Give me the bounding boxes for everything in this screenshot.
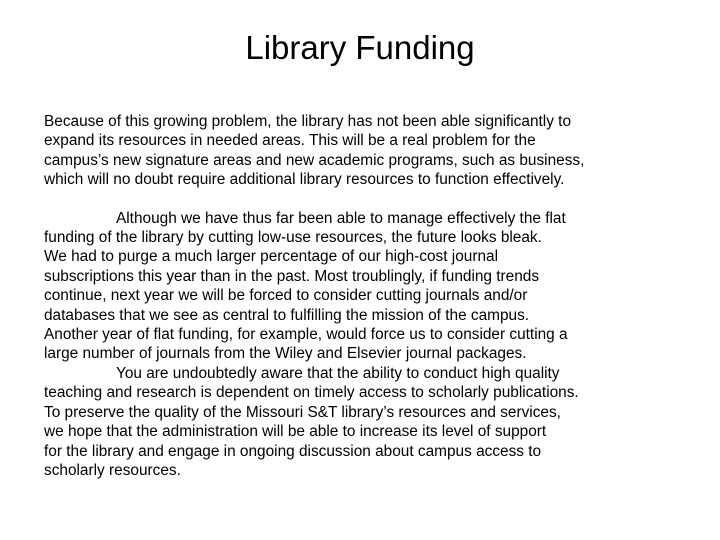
paragraph-2 xyxy=(44,209,694,364)
paragraph-1 xyxy=(44,112,694,190)
paragraph-2-line-5: continue, next year we will be forced to consider cutting journals and/or xyxy=(44,287,528,305)
paragraph-3-line-1-text: You are undoubtedly aware that the ability to conduct high quality xyxy=(116,364,560,382)
paragraph-1-line-1: Because of this growing problem, the library has not been able significantly to xyxy=(44,113,572,130)
paragraph-2-line-8: large number of journals from the Wiley and Elsevier journal packages. xyxy=(44,345,527,363)
paragraph-3-line-1 xyxy=(44,364,694,383)
paragraph-2-line-1-text: Although we have thus far been able to manage effectively the flat xyxy=(116,209,566,227)
paragraph-3-line-5: for the library and engage in ongoing discussion about campus access to xyxy=(44,442,542,460)
paragraph-3 xyxy=(44,364,694,480)
paragraph-3-line-3: To preserve the quality of the Missouri S&T library’s resources and services, xyxy=(44,403,561,421)
paragraph-2-line-7: Another year of flat funding, for example, would force us to consider cutting a xyxy=(44,326,568,344)
slide-title: Library Funding xyxy=(245,29,475,66)
paragraph-2-line-3: We had to purge a much larger percentage of our high-cost journal xyxy=(44,248,499,266)
paragraph-2-line-1 xyxy=(44,209,694,228)
paragraph-gap xyxy=(44,190,694,209)
paragraph-1-line-2: expand its resources in needed areas. This will be a real problem for the xyxy=(44,132,536,150)
paragraph-2-line-6: databases that we see as central to fulfilling the mission of the campus. xyxy=(44,306,530,324)
slide-body xyxy=(44,112,694,480)
paragraph-1-line-3: campus’s new signature areas and new academic programs, such as business, xyxy=(44,151,585,169)
paragraph-3-line-6: scholarly resources. xyxy=(44,461,181,479)
paragraph-2-line-2: funding of the library by cutting low-use resources, the future looks bleak. xyxy=(44,229,542,247)
paragraph-2-line-4: subscriptions this year than in the past. Most troublingly, if funding trends xyxy=(44,267,540,285)
paragraph-3-line-4: we hope that the administration will be able to increase its level of support xyxy=(44,423,547,441)
paragraph-3-line-2: teaching and research is dependent on timely access to scholarly publications. xyxy=(44,384,579,402)
paragraph-1-line-4: which will no doubt require additional library resources to function effectively. xyxy=(44,171,565,189)
